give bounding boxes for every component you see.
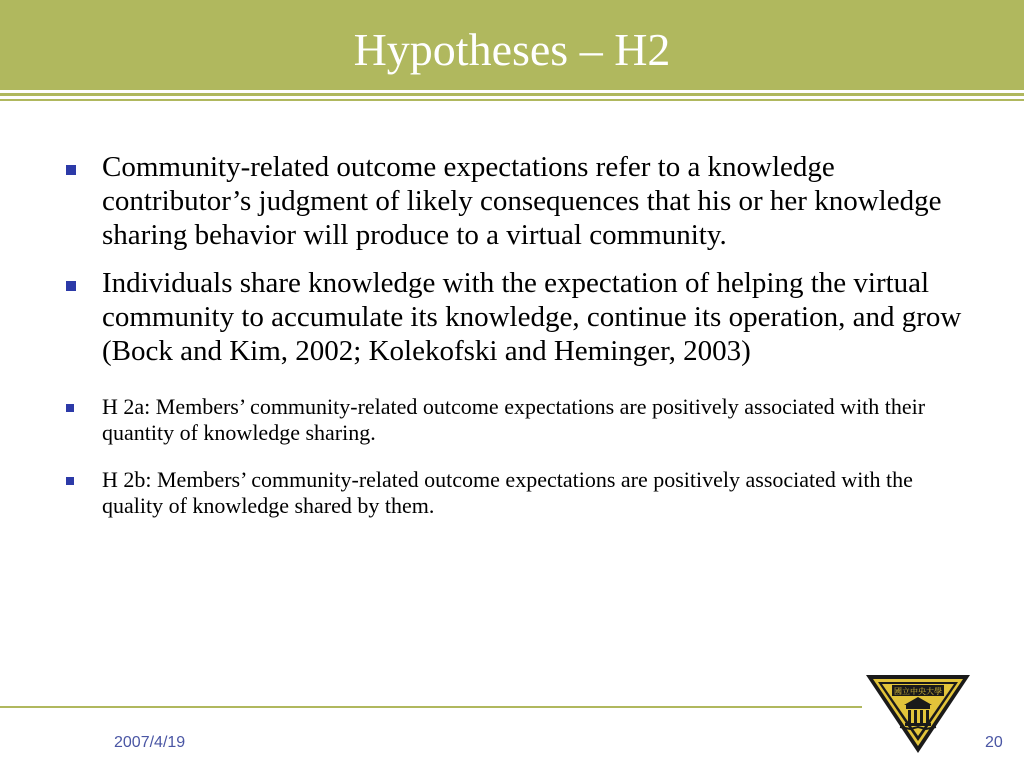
bullet-item: [62, 467, 972, 519]
square-bullet-icon: [66, 404, 74, 412]
logo-text: 國立中央大學: [894, 687, 942, 696]
square-bullet-icon: [66, 281, 76, 291]
title-divider: [0, 93, 1024, 96]
bullet-text: Community-related outcome expectations refer to a knowledge contributor’s judgment of likely consequences that his or her knowledge sharing behavior will produce to a virtual community.: [102, 151, 942, 251]
footer-divider: [0, 706, 862, 708]
slide-content: [62, 150, 972, 540]
bullet-text: H 2b: Members’ community-related outcome expectations are positively associated with the quality of knowledge shared by them.: [102, 467, 913, 518]
bullet-item: [62, 150, 972, 252]
footer-date: 2007/4/19: [114, 734, 186, 751]
bullet-item: [62, 266, 972, 368]
square-bullet-icon: [66, 477, 74, 485]
bullet-item: [62, 394, 972, 446]
title-divider-thin: [0, 99, 1024, 101]
slide-title: Hypotheses – H2: [353, 24, 671, 75]
university-seal-logo-icon: [864, 673, 972, 755]
page-number: 20: [985, 734, 1003, 751]
bullet-text: H 2a: Members’ community-related outcome expectations are positively associated with their quantity of knowledge sharing.: [102, 394, 926, 445]
square-bullet-icon: [66, 165, 76, 175]
bullet-text: Individuals share knowledge with the expectation of helping the virtual community to accumulate its knowledge, continue its operation, and grow (Bock and Kim, 2002; Kolekofski and Heminger, 2003): [102, 267, 962, 367]
